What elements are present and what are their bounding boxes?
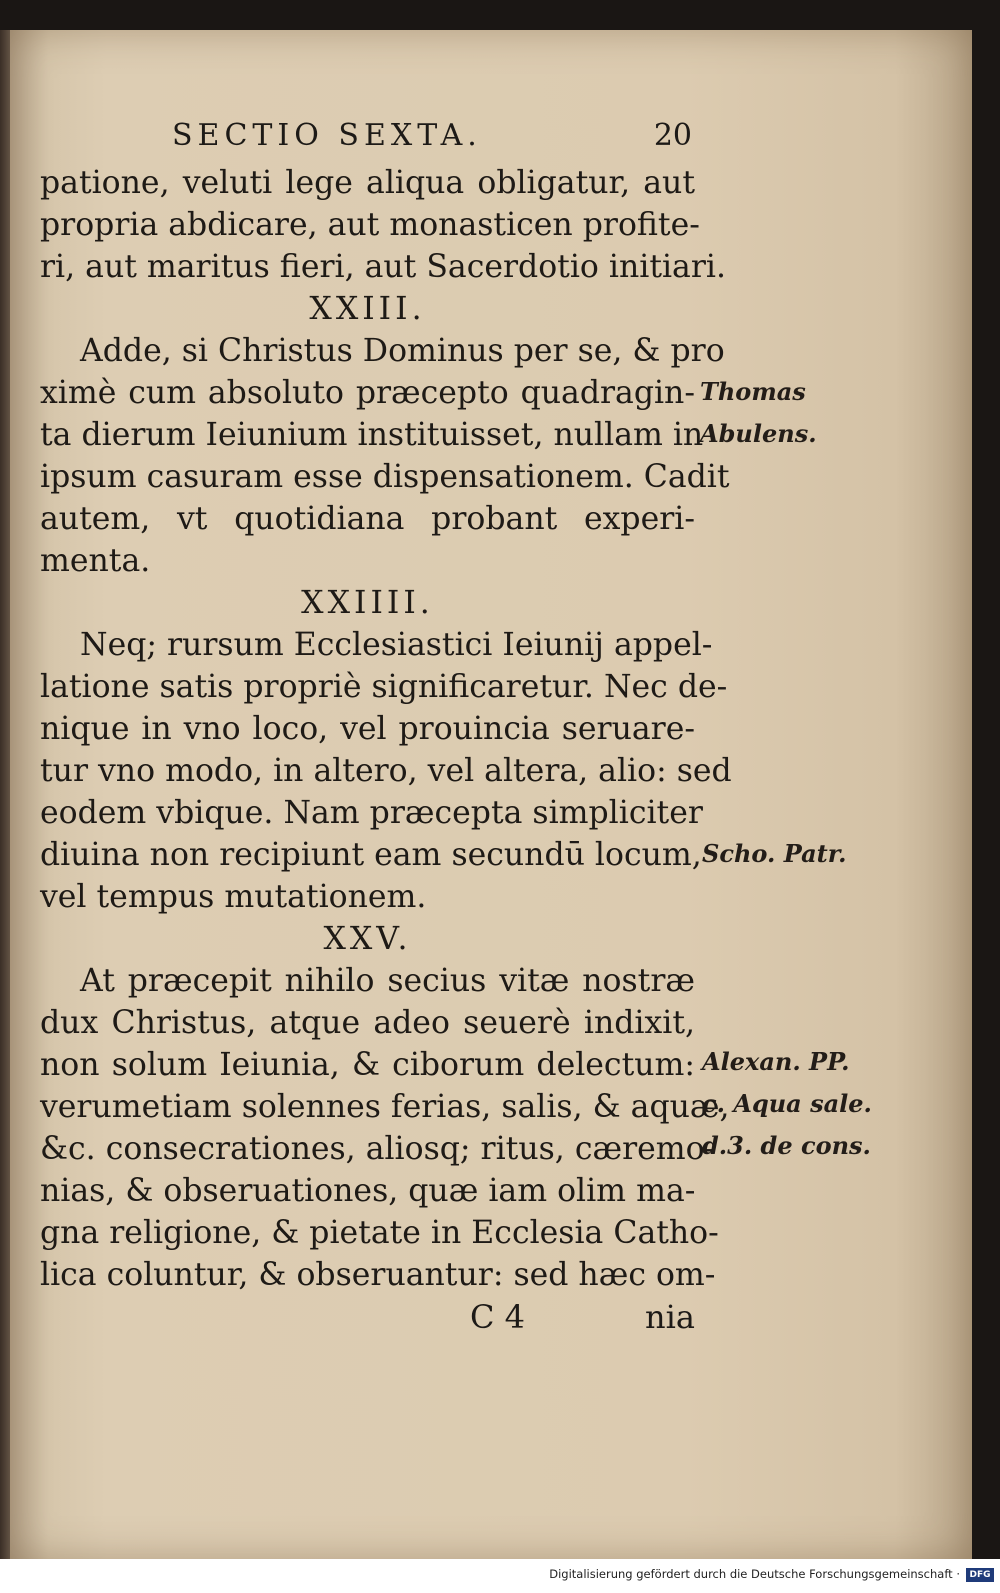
text-line: At præcepit nihilo secius vitæ nostræ — [80, 963, 695, 999]
text-line: ta dierum Ieiunium instituisset, nullam in — [40, 417, 704, 453]
margin-note-alexan: Alexan. PP. — [702, 1047, 850, 1076]
signature-mark: C 4 — [470, 1298, 526, 1336]
text-line: &c. consecrationes, aliosq; ritus, cæremo- — [40, 1131, 716, 1167]
text-line: menta. — [40, 543, 151, 579]
main-text-block — [40, 162, 732, 1296]
folio-number: 20 — [653, 118, 692, 153]
margin-note-aqua-sale: c. Aqua sale. — [702, 1089, 872, 1118]
text-line: vel tempus mutationem. — [40, 879, 427, 915]
text-line: ri, aut maritus fieri, aut Sacerdotio initiari. — [40, 249, 726, 285]
text-line: gna religione, & pietate in Ecclesia Catho- — [40, 1215, 719, 1251]
section-number-heading: XXV. — [323, 921, 412, 957]
section-number-heading: XXIIII. — [301, 585, 434, 621]
text-line: eodem vbique. Nam præcepta simpliciter — [40, 795, 703, 831]
text-line: tur vno modo, in altero, vel altera, alio: sed — [40, 753, 732, 789]
text-line: ipsum casuram esse dispensationem. Cadit — [40, 459, 730, 495]
margin-note-de-cons: d.3. de cons. — [702, 1131, 871, 1160]
margin-note-abulens: Abulens. — [700, 419, 817, 448]
dfg-logo-icon: DFG — [966, 1568, 994, 1582]
text-line: dux Christus, atque adeo seuerè indixit, — [40, 1005, 695, 1041]
margin-note-thomas: Thomas — [700, 377, 806, 406]
text-line: nias, & obseruationes, quæ iam olim ma- — [40, 1173, 696, 1209]
text-line: lica coluntur, & obseruantur: sed hæc om- — [40, 1257, 716, 1293]
text-line: nique in vno loco, vel prouincia seruare- — [40, 711, 695, 747]
text-line: autem, vt quotidiana probant experi- — [40, 501, 695, 537]
section-number-heading: XXIII. — [309, 291, 426, 327]
running-header — [172, 118, 692, 162]
running-title: SECTIO SEXTA. — [172, 118, 482, 153]
text-line: Neq; rursum Ecclesiastici Ieiunij appel- — [80, 627, 713, 663]
text-line: ximè cum absoluto præcepto quadragin- — [40, 375, 695, 411]
text-line: Adde, si Christus Dominus per se, & pro — [80, 333, 725, 369]
digitization-footer — [0, 1559, 1000, 1593]
text-line: latione satis propriè significaretur. Nec de- — [40, 669, 728, 705]
funding-credit: Digitalisierung gefördert durch die Deutsche Forschungsgemeinschaft · — [549, 1567, 960, 1581]
text-line: patione, veluti lege aliqua obligatur, aut — [40, 165, 695, 201]
text-line: propria abdicare, aut monasticen profite- — [40, 207, 700, 243]
text-line: verumetiam solennes ferias, salis, & aquæ, — [40, 1089, 730, 1125]
text-line: diuina non recipiunt eam secundū locum, — [40, 837, 702, 873]
catchword: nia — [645, 1298, 695, 1336]
margin-note-scho-patr: Scho. Patr. — [702, 839, 847, 868]
text-line: non solum Ieiunia, & ciborum delectum: — [40, 1047, 695, 1083]
